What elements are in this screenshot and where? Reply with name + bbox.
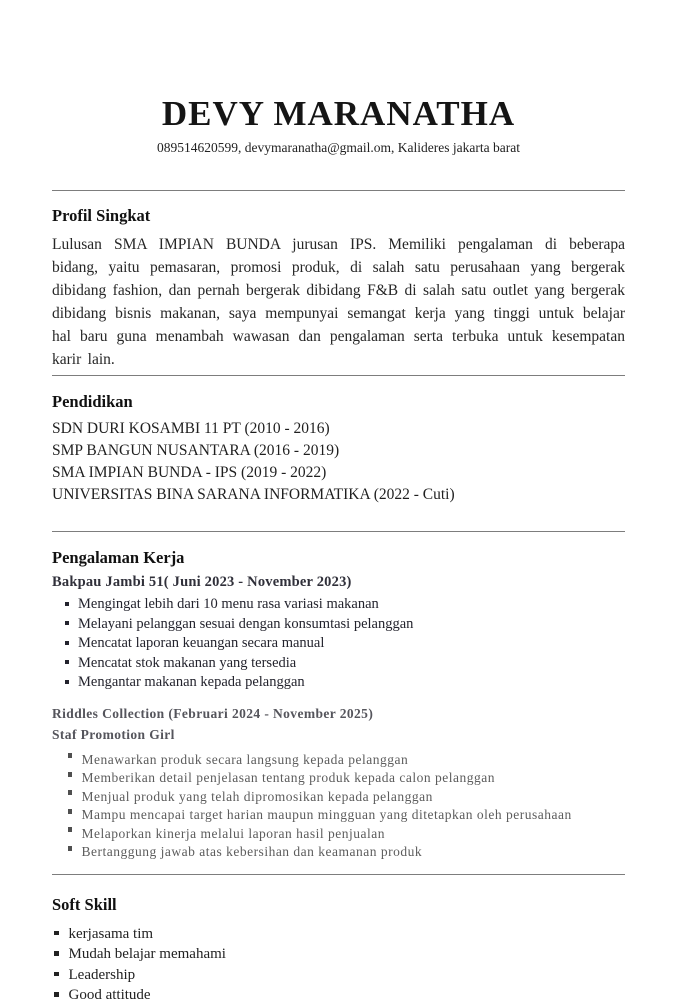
section-divider — [52, 375, 625, 376]
education-item: SMP BANGUN NUSANTARA (2016 - 2019) — [52, 442, 340, 459]
job-bullet — [52, 615, 625, 635]
job-bullet-text: Mengingat lebih dari 10 menu rasa variasi makanan — [78, 596, 379, 612]
soft-skill-item — [52, 924, 625, 945]
job-bullet — [52, 751, 625, 770]
education-list — [52, 418, 625, 506]
section-profile — [52, 206, 625, 371]
square-bullet-icon — [65, 621, 69, 625]
resume-header — [52, 95, 625, 156]
square-bullet-icon — [68, 827, 72, 832]
job-bullet-text: Menjual produk yang telah dipromosikan kepada pelanggan — [81, 788, 433, 804]
square-bullet-icon — [68, 846, 72, 851]
job-bullet — [52, 595, 625, 615]
job-bullet-list — [52, 595, 625, 693]
soft-skill-text: Mudah belajar memahami — [68, 946, 226, 962]
square-bullet-icon — [68, 809, 72, 814]
soft-skill-section-title: Soft Skill — [52, 894, 117, 914]
job-bullet-text: Melayani pelanggan sesuai dengan konsumtasi pelanggan — [78, 615, 414, 632]
job-bullet-text: Menawarkan produk secara langsung kepada pelanggan — [81, 751, 409, 767]
section-soft-skill — [52, 895, 625, 1006]
square-bullet-icon — [65, 680, 69, 684]
soft-skill-item — [52, 985, 625, 1006]
soft-skill-item — [52, 944, 625, 965]
job-bullet-text: Bertanggung jawab atas kebersihan dan keamanan produk — [81, 844, 423, 859]
job-bullet-text: Mengantar makanan kepada pelanggan — [78, 674, 305, 690]
resume-name: DEVY MARANATHA — [161, 94, 516, 133]
job-bullet-text: Memberikan detail penjelasan tentang produk kepada calon pelanggan — [81, 770, 495, 785]
contact-line: 089514620599, devymaranatha@gmail.om, Kalideres jakarta barat — [157, 140, 520, 155]
job-entry-bakpau-jambi — [52, 573, 625, 693]
soft-skill-text: kerjasama tim — [68, 925, 154, 942]
soft-skill-text: Leadership — [68, 966, 136, 983]
job-bullet — [52, 634, 625, 654]
job-bullet — [52, 806, 625, 825]
square-bullet-icon — [68, 790, 72, 795]
square-bullet-icon — [68, 772, 72, 777]
section-divider — [52, 531, 625, 532]
soft-skill-item — [52, 965, 625, 986]
square-bullet-icon — [54, 992, 59, 997]
job-bullet — [52, 673, 625, 693]
education-section-title: Pendidikan — [52, 392, 133, 411]
job-bullet-text: Mampu mencapai target harian maupun mingguan yang ditetapkan oleh perusahaan — [81, 807, 572, 822]
soft-skill-text: Good attitude — [68, 987, 151, 1003]
soft-skill-list — [52, 924, 625, 1006]
job-bullet-text: Mencatat stok makanan yang tersedia — [78, 654, 297, 671]
job-bullet-list — [52, 751, 625, 862]
section-experience — [52, 548, 625, 862]
education-item: SDN DURI KOSAMBI 11 PT (2010 - 2016) — [52, 420, 330, 437]
job-bullet — [52, 788, 625, 807]
section-education — [52, 392, 625, 506]
education-item: SMA IMPIAN BUNDA - IPS (2019 - 2022) — [52, 464, 327, 481]
job-bullet — [52, 843, 625, 862]
section-divider — [52, 874, 625, 875]
job-heading: Bakpau Jambi 51( Juni 2023 - November 2023) — [52, 574, 352, 590]
job-entry-riddles-collection — [52, 705, 625, 862]
section-divider — [52, 190, 625, 191]
job-bullet-text: Melaporkan kinerja melalui laporan hasil penjualan — [81, 825, 386, 841]
job-bullet-text: Mencatat laporan keuangan secara manual — [78, 635, 325, 651]
square-bullet-icon — [54, 931, 59, 936]
experience-section-title: Pengalaman Kerja — [52, 548, 185, 567]
square-bullet-icon — [68, 753, 72, 758]
square-bullet-icon — [65, 641, 69, 645]
job-subheading: Staf Promotion Girl — [52, 726, 175, 742]
education-item: UNIVERSITAS BINA SARANA INFORMATIKA (2022 - Cuti) — [52, 486, 455, 503]
square-bullet-icon — [65, 660, 69, 664]
square-bullet-icon — [54, 972, 59, 977]
profile-section-title: Profil Singkat — [52, 206, 151, 225]
square-bullet-icon — [65, 602, 69, 606]
square-bullet-icon — [54, 951, 59, 956]
job-bullet — [52, 825, 625, 844]
profile-body-text: Lulusan SMA IMPIAN BUNDA jurusan IPS. Memiliki pengalaman di beberapa bidang, yaitu pemasaran, promosi produk, di salah satu perusahaan yang bergerak dibidang fashion, dan pernah bergerak dibidang F&B di salah satu outlet yang bergerak dibidang bisnis makanan, saya mempunyai semangat kerja yang tinggi untuk belajar hal baru guna menambah wawasan dan pengalaman serta terbuka untuk kesempatan karir lain. — [52, 236, 625, 368]
job-bullet — [52, 654, 625, 674]
job-bullet — [52, 769, 625, 788]
job-heading: Riddles Collection (Februari 2024 - November 2025) — [52, 705, 374, 721]
